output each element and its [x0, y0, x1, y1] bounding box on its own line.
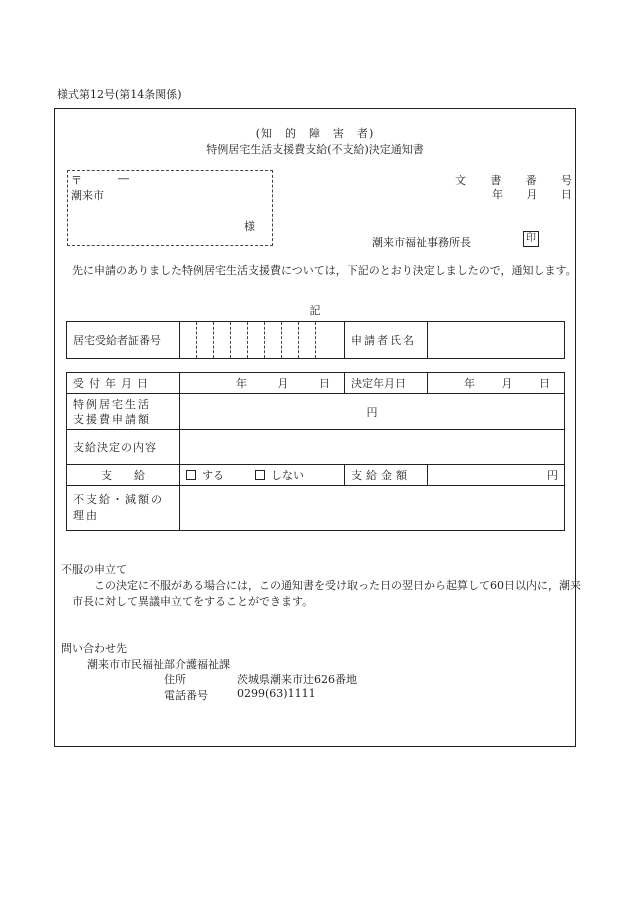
- checkbox-yes[interactable]: [186, 470, 196, 480]
- contact-address: 茨城県潮来市辻626番地: [237, 673, 357, 686]
- year-label: 年: [464, 377, 475, 390]
- year-label: 年: [236, 377, 247, 390]
- month-label: 月: [526, 188, 538, 201]
- reception-date-label: 受付年月日: [67, 373, 180, 394]
- contact-phone: 0299(63)1111: [237, 687, 316, 700]
- month-label: 月: [277, 377, 289, 390]
- document-number-char: 番: [525, 174, 537, 187]
- contact-heading: 問い合わせ先: [61, 642, 127, 655]
- day-label: 日: [561, 188, 572, 201]
- document-number-char: 号: [560, 174, 572, 187]
- document-number-char: 書: [490, 174, 502, 187]
- document-number-char: 文: [455, 174, 466, 187]
- day-label: 日: [539, 377, 550, 390]
- contact-phone-label: 電話番号: [164, 689, 208, 702]
- certificate-table: [66, 321, 565, 359]
- ki-heading: 記: [309, 304, 321, 317]
- reason-field: [180, 486, 565, 531]
- decision-date-label: 決定年月日: [345, 373, 428, 394]
- appeal-body: この決定に不服がある場合には，この通知書を受け取った日の翌日から起算して60日以内に，潮来市長に対して異議申立てをすることができます。: [72, 579, 581, 608]
- yen-unit: 円: [547, 469, 558, 482]
- issue-date: [492, 186, 572, 202]
- cert-number-cells: [180, 322, 345, 359]
- decision-table: [66, 372, 565, 531]
- issuer-office: 潮来市福祉事務所長: [372, 236, 471, 249]
- seal-icon: 印: [523, 231, 539, 247]
- year-label: 年: [492, 188, 503, 201]
- intro-paragraph: 先に申請のありました特例居宅生活支援費については，下記のとおり決定しましたので，通知します。: [72, 264, 577, 277]
- checkbox-no[interactable]: [255, 470, 265, 480]
- recipient-honorific: 様: [244, 220, 255, 233]
- option-yes-label: する: [202, 469, 224, 482]
- application-amount-label: 特例居宅生活 支援費申請額: [67, 394, 180, 430]
- applicant-name-field: [428, 322, 565, 359]
- payment-options: [180, 465, 345, 486]
- decision-content-label: 支給決定の内容: [67, 430, 180, 465]
- day-label: 日: [319, 377, 330, 390]
- option-no-label: しない: [271, 469, 304, 482]
- application-amount-field: [180, 394, 565, 430]
- contact-address-label: 住所: [164, 673, 186, 686]
- decision-date-field: [428, 373, 565, 394]
- postal-mark: 〒: [71, 174, 82, 187]
- payment-label: 支 給: [67, 465, 180, 486]
- recipient-address-box: [67, 170, 273, 246]
- appeal-heading: 不服の申立て: [61, 563, 127, 576]
- document-title: 特例居宅生活支援費支給(不支給)決定通知書: [206, 143, 424, 156]
- decision-content-field: [180, 430, 565, 465]
- applicant-name-label: 申請者氏名: [345, 322, 428, 359]
- payment-amount-label: 支給金額: [345, 465, 428, 486]
- contact-department: 潮来市市民福祉部介護福祉課: [87, 658, 230, 671]
- reason-label: 不支給・減額の理由: [67, 486, 180, 531]
- reception-date-field: [180, 373, 345, 394]
- form-number-label: 様式第12号(第14条関係): [57, 88, 182, 101]
- cert-number-label: 居宅受給者証番号: [67, 322, 180, 359]
- month-label: 月: [501, 377, 513, 390]
- recipient-city: 潮来市: [71, 189, 104, 202]
- payment-amount-field: [428, 465, 565, 486]
- document-category: (知 的 障 害 者): [255, 127, 375, 140]
- yen-unit: 円: [366, 405, 378, 419]
- postal-dash: ―: [118, 172, 129, 185]
